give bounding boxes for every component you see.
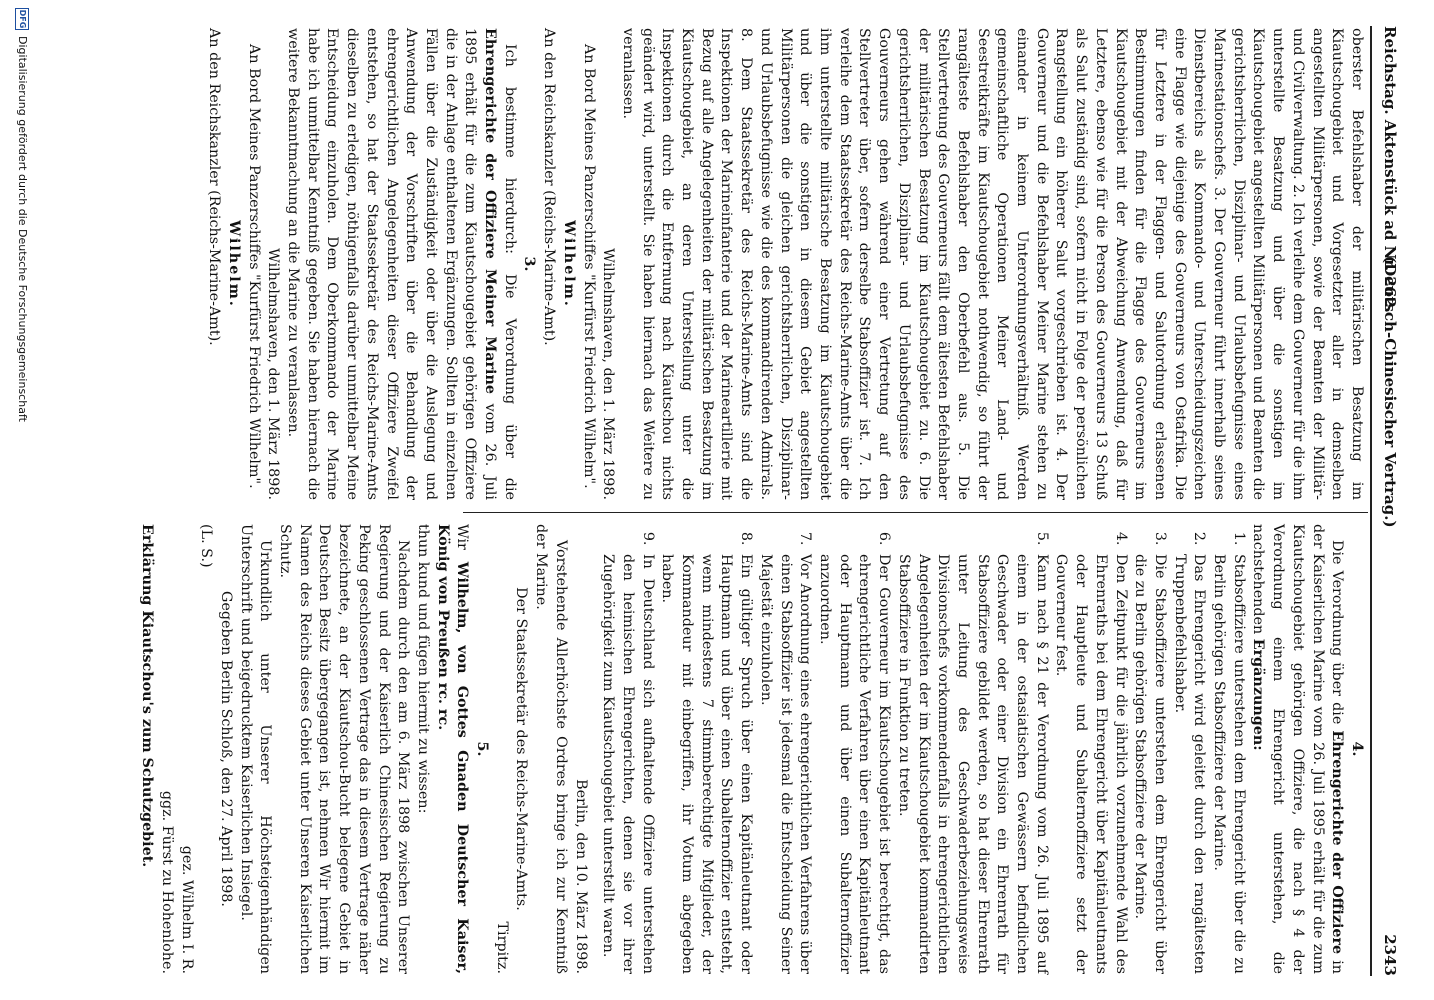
footer-text: Digitalisierung gefördert durch die Deutsche Forschungsgemeinschaft — [16, 36, 29, 422]
list-item: 7. Vor Anordnung eines ehrengerichtlichen Verfahrens über einen Stabsoffizier ist jedesmal die Entscheidung Seiner Majestät einzuholen. — [755, 550, 814, 974]
aboard-line: An Bord Meines Panzerschiffes "Kurfürst Friedrich Wilhelm". — [245, 44, 262, 489]
signature: Wilhelm. — [560, 220, 577, 308]
body-paragraph — [1248, 524, 1347, 974]
section-number: 4. — [1349, 741, 1365, 757]
p2-rest: vom 26. Juli 1895 erhält für die zum Kiautschougebiet gehörigen Offiziere die in der Anlage enthaltenen Ergänzungen. Sollten in einzelnen Fällen über die Zuständigkeit oder über die Auslegung und Anwendung der Vorschriften über die Behandlung der ehrengerichtlichen Angelegenheiten dieser Offiziere Zweifel entstehen, so hat der Staatssekretär des Reichs-Marine-Amts dieselben zu erledigen, nöthigenfalls darüber unmittelbar Meine Entscheidung einzuholen. Dem Oberkommando der Marine habe ich unmittelbar Kenntniß gegeben. Sie haben hiernach die weitere Bekanntmachung an die Marine zu veranlassen. — [285, 28, 499, 500]
header-left: Reichstag. Aktenstück ad Nr. 262. — [1381, 26, 1399, 313]
intro-d: Ergänzungen: — [1250, 638, 1267, 751]
decree-attest: Urkundlich unter Unserer Höchsteigenhändigen Unterschrift und beigedrucktem Kaiserlichen Insiegel. — [237, 524, 274, 974]
decree-given: Gegeben Berlin Schloß, den 27. April 1898. — [217, 591, 234, 907]
column-divider — [463, 512, 1368, 513]
header-center: (Deutsch-Chinesischer Vertrag.) — [1381, 256, 1399, 528]
signature: Wilhelm. — [225, 220, 242, 308]
list-item: 4. Den Zeitpunkt für die jährlich vorzunehmende Wahl des Ehrenraths bei dem Ehrengericht über Kapitänleutnants oder Hauptleute und Subalternoffiziere setzt der Gouverneur fest. — [1051, 550, 1130, 974]
addressee: An den Reichskanzler (Reichs-Marine-Amt). — [206, 28, 223, 346]
decree-intro: thun kund und fügen hiermit zu wissen: — [414, 524, 431, 814]
p2-intro: Ich bestimme hierdurch: Die Verordnung über die — [501, 44, 518, 500]
list-item: 6. Der Gouverneur im Kiautschougebiet ist berechtigt, das ehrengerichtliche Verfahren über einen Kapitänleutnant oder Hauptmann und über einen Subalternoffizier anzuordnen. — [814, 550, 893, 974]
addressee: An den Reichskanzler (Reichs-Marine-Amt). — [541, 28, 558, 346]
intro-b: Ehrengerichte der Offiziere — [1329, 730, 1346, 955]
intro-c: in der Kaiserlichen Marine vom 26. Juli 1895 erhält für die zum Kiautschougebiet gehörigen Offiziere, die nach § 4 der Verordnung einem Ehrengericht unterstehen, die nachstehenden — [1250, 524, 1346, 974]
place-date: Wilhelmshaven, den 1. März 1898. — [265, 248, 282, 500]
closing-title: Erklärung Kiautschou's zum Schutzgebiet. — [139, 524, 156, 868]
list-item: 5. Kann nach § 21 der Verordnung vom 26. Juli 1895 auf einem in der ostasiatischen Gewässern befindlichen Geschwader oder einer Division ein Ehrenrath für Stabsoffiziere gebildet werden, so hat dieser Ehrenrath unter Leitung des Geschwaderbeziehungsweise Divisionschefs vorkommendenfalls in ehrengerichtlichen Angelegenheiten der im Kiautschougebiet kommandirten Stabsoffiziere in Funktion zu treten. — [893, 550, 1051, 974]
dfg-logo-icon: DFG — [15, 8, 29, 30]
list-item: 8. Ein gültiger Spruch über einen Kapitänleutnant oder Hauptmann und über einen Subalternoffizier entsteht, wenn mindestens 7 stimmberechtigte Mitglieder, der Kommandeur mit einbegriffen, ihr Votum abgegeben haben. — [657, 550, 756, 974]
page-number: 2343 — [1381, 934, 1399, 976]
supplements-list — [598, 524, 1248, 974]
list-item: 1. Stabsoffiziere unterstehen dem Ehrengericht über die zu Berlin gehörigen Stabsoffiziere der Marine. — [1208, 550, 1247, 974]
header-rule — [1370, 26, 1372, 976]
section-number: 3. — [521, 256, 538, 272]
decree-we: Wir — [454, 524, 471, 550]
body-paragraph: oberster Befehlshaber der militärischen Besatzung im Kiautschougebiet und Vorgesetzter aller in demselben angestellten Militärpersonen, sowie der Beamten der Militär- und Civilverwaltung. 2. Ich verleihe dem Gouverneur für die ihm unterstellte Besatzung und über die sonstigen im Kiautschougebiet angestellten Militärpersonen und Beamten die gerichtsherrlichen, Disziplinar- und Urlaubsbefugnisse eines Marinestationschefs. 3. Der Gouverneur führt innerhalb seines Dienstbereichs als Kommando- und Unterscheidungszeichen eine Flagge wie diejenige des Gouverneurs von Ostafrika. Die für Letztere in der Flaggen- und Salutordnung erlassenen Bestimmungen finden für die Flagge des Gouverneurs im Kiautschougebiet mit der Abweichung Anwendung, daß für Letztere, ebenso wie für die Person des Gouverneurs 13 Schuß als Salut zuständig sind, sofern nicht in Folge der persönlichen Rangstellung ein höherer Salut vorgeschrieben ist. 4. Der Gouverneur und die Befehlshaber Meiner Marine stehen zu einander in keinem Unterordnungsverhältniß. Werden gemeinschaftliche Operationen Meiner Land- und Seestreitkräfte im Kiautschougebiet nothwendig, so führt der rangälteste Befehlshaber den Oberbefehl aus. 5. Die Stellvertretung des Gouverneurs fällt dem ältesten Befehlshaber der militärischen Besatzung im Kiautschougebiet zu. 6. Die gerichtsherrlichen, Disziplinar- und Urlaubsbefugnisse des Gouverneurs gehen während einer Vertretung auf den Stellvertreter über, sofern derselbe Stabsoffizier ist. 7. Ich verleihe dem Staatssekretär des Reichs-Marine-Amts über die ihm unterstellte militärische Besatzung im Kiautschougebiet und über die sonstigen in diesem Gebiet angestellten Militärpersonen die gleichen gerichtsherrlichen, Disziplinar- und Urlaubsbefugnisse wie die des kommandirenden Admirals. 8. Dem Staatssekretär des Reichs-Marine-Amts sind die Inspektionen der Marineinfanterie und der Marineartillerie mit Bezug auf alle Angelegenheiten der militärischen Besatzung im Kiautschougebiet, an deren Unterstellung unter die Inspektionen durch die Entfernung nach Kiautschou nichts geändert wird, unterstellt. Sie haben hiernach das Weitere zu veranlassen. — [619, 28, 1365, 500]
seal: (L. S.) — [198, 524, 215, 568]
decree-signature: gez. Wilhelm I. R. — [178, 845, 195, 974]
left-column — [204, 28, 1366, 500]
place-date: Berlin, den 10. März 1898. — [572, 779, 589, 974]
official-name: Tirpitz. — [493, 921, 510, 974]
body-paragraph — [282, 28, 518, 500]
list-item: 9. In Deutschland sich aufhaltende Offiziere unterstehen den heimischen Ehrengerichten, denen sie vor ihrer Zugehörigkeit zum Kiautschougebiet unterstellt waren. — [598, 550, 657, 974]
official-title: Der Staatssekretär des Reichs-Marine-Amts. — [513, 587, 530, 911]
list-item: 3. Die Stabsoffiziere unterstehen dem Ehrengericht über die zu Berlin gehörigen Stabsoffiziere der Marine. — [1130, 550, 1169, 974]
footer — [15, 0, 29, 1000]
p2-title: Ehrengerichte der Offiziere Meiner Marine — [482, 28, 499, 394]
right-column — [136, 524, 1366, 974]
intro-a: Die Verordnung über die — [1329, 540, 1346, 725]
decree-body: Nachdem durch den am 6. März 1898 zwischen Unserer Regierung und der Kaiserlich Chinesischen Regierung zu Peking geschlossenen Vertrage das in diesem Vertrage näher bezeichnete, an der Kiautschou-Bucht belegene Gebiet in Deutschen Besitz übergegangen ist, nehmen Wir hiermit im Namen des Reichs dieses Gebiet unter Unseren Kaiserlichen Schutz. — [277, 524, 412, 974]
place-date: Wilhelmshaven, den 1. März 1898. — [600, 248, 617, 500]
section-number: 5. — [474, 741, 491, 757]
list-item: 2. Das Ehrengericht wird geleitet durch den rangältesten Truppenbefehlshaber. — [1169, 550, 1208, 974]
countersignature: ggz. Fürst zu Hohenlohe. — [158, 790, 175, 974]
decree-title: von Gottes Gnaden Deutscher Kaiser, König von Preußen rc. rc. — [434, 524, 471, 975]
aboard-line: An Bord Meines Panzerschiffes "Kurfürst Friedrich Wilhelm". — [580, 44, 597, 489]
transmit-line: Vorstehende Allerhöchste Ordres bringe ich zur Kenntniß der Marine. — [533, 524, 569, 974]
decree-name: Wilhelm, — [454, 561, 471, 634]
running-header — [1375, 26, 1399, 976]
